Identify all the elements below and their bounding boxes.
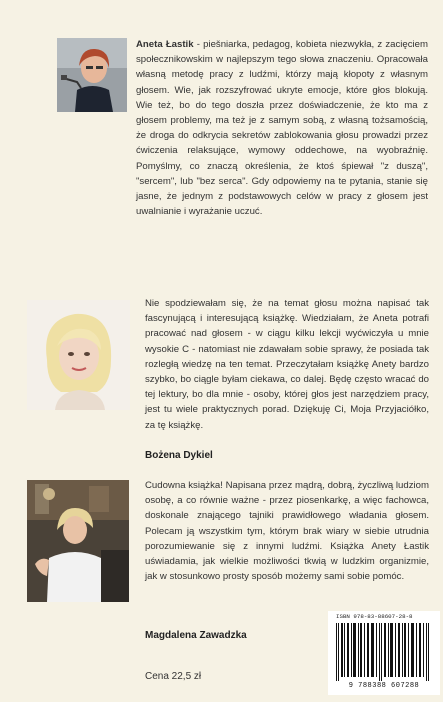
review-zawadzka: Cudowna książka! Napisana przez mądrą, dobrą, życzliwą ludziom osobę, a co równie ważne - przez piosenkarkę, a więc fachowca, doskonale znającego tajniki prawidłowego władania głosem. Polecam ją wszystkim tym, którym brak wiary w siebie utrudnia porozumiewanie się z innymi ludźmi. Książka Anety Łastik uświadamia, jak wielkie możliwości tkwią w ludzkim organizmie, jak w stosunkowo prosty sposób możemy sami sobie pomóc. [145, 480, 429, 583]
price-label: Cena 22,5 zł [145, 671, 202, 682]
review-dykiel: Nie spodziewałam się, że na temat głosu można napisać tak fascynującą i interesującą książkę. Wiedziałam, że Aneta potrafi pracować nad głosem - w ciągu kilku lekcji wyćwiczyła u mnie wysokie C - natomiast nie zdawałam sobie sprawy, że posiada tak rozległą wiedzę na ten temat. Przeczytałam książkę Anety bardzo szybko, bo ciągle byłam ciekawa, co dalej. Będę często wracać do tej lektury, bo dla mnie - osoby, której głos jest narzędziem pracy, jest tu wiele praktycznych porad. Dziękuję Ci, Moja Przyjaciółko, za tę książkę. [145, 298, 429, 431]
review-author-dykiel: Bożena Dykiel [145, 450, 213, 461]
author-photo [57, 38, 127, 112]
bozena-dykiel-photo [27, 300, 130, 410]
magdalena-zawadzka-photo [27, 480, 129, 602]
barcode-digits: 9 788388 607288 [348, 682, 420, 690]
author-bio-text: - piešniarka, pedagog, kobieta niezwykła, z zacięciem społecznikowskim w najlepszym tego słowa znaczeniu. Opracowała własną metodę pracy z ludźmi, którzy mają kłopoty z własnym głosem. Wie, jak rozszyfrować ukryte emocje, które głos blokują. Wie też, bo do tego doszła przez doświadczenie, że kto ma z głosem problemy, ma też je z samym sobą, z własną tożsamością, że droga do odkrycia sekretów zablokowania głosu prowadzi przez ćwiczenia relaksujące, wymowy oddechowe, na wyobraźnię. Pomyślmy, co znaczą określenia, że ktoś śpiewał "z duszą", "sercem", lub "bez serca". Gdy odpowiemy na te pytania, stanie się jasne, że jednym z podstawowych celów w pracy z głosem jest uwalnianie i wyrażanie uczuć. [136, 39, 428, 218]
barcode [328, 611, 440, 695]
review-author-zawadzka: Magdalena Zawadzka [145, 630, 247, 641]
barcode-bars [334, 623, 434, 681]
author-bio [136, 37, 428, 219]
isbn-label: ISBN 978-83-88607-28-8 [336, 613, 413, 620]
author-name: Aneta Łastik [136, 39, 194, 50]
